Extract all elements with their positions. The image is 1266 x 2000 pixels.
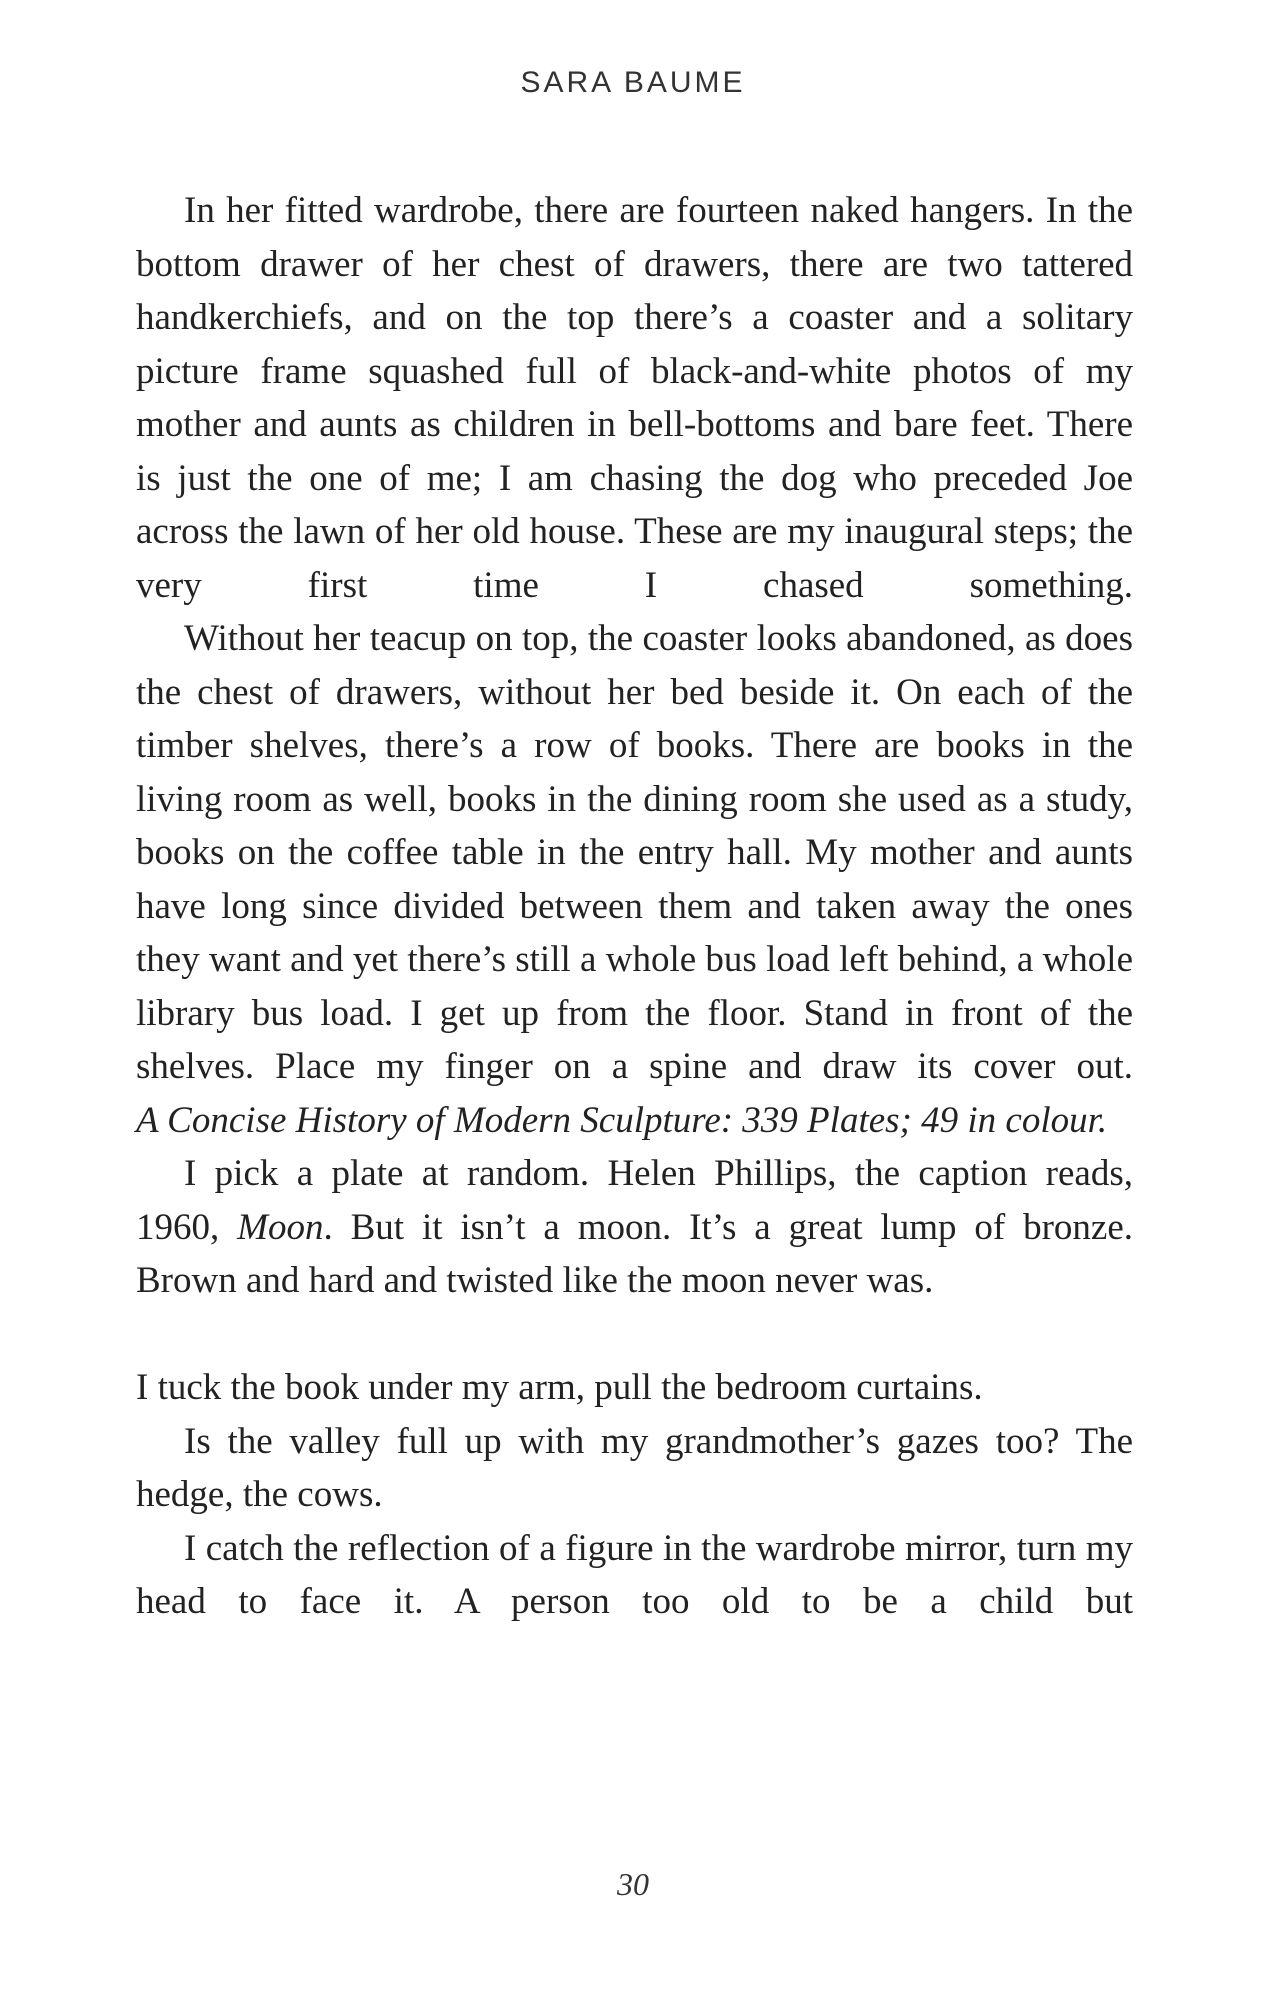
paragraph-4: I tuck the book under my arm, pull the bedroom curtains. — [136, 1367, 983, 1408]
page-number: 30 — [617, 1866, 649, 1902]
paragraph-3-start: I pick a plate at random. Helen Phillips, the caption reads, 1960, — [136, 1153, 1133, 1248]
section-break — [136, 1308, 1133, 1362]
paragraph-2: Without her teacup on top, the coaster looks abandoned, as does the chest of drawers, without her bed beside it. On each of the timber shelves, there’s a row of books. There are books in the living room as well, books in the dining room she used as a study, books on the coffee table in the entry hall. My mother and aunts have long since divided between them and taken away the ones they want and yet there’s still a whole bus load left behind, a whole library bus load. I get up from the floor. Stand in front of the shelves. Place my finger on a spine and draw its cover out. — [136, 618, 1133, 1087]
sculpture-title: Moon — [237, 1206, 324, 1248]
paragraph-3 — [136, 1147, 1133, 1308]
paragraph-1: In her fitted wardrobe, there are fourteen naked hangers. In the bottom drawer of her chest of drawers, there are two tattered handkerchiefs, and on the top there’s a coaster and a solitary picture frame squashed full of black-and-white photos of my mother and aunts as children in bell-bottoms and bare feet. There is just the one of me; I am chasing the dog who preceded Joe across the lawn of her old house. These are my inaugural steps; the very first time I chased something. — [136, 190, 1133, 606]
running-head-author: SARA BAUME — [520, 66, 746, 99]
paragraph-6: I catch the reflection of a figure in the wardrobe mirror, turn my head to face it. A person too old to be a child but — [136, 1527, 1133, 1622]
body-text — [136, 184, 1133, 1629]
book-title-line: A Concise History of Modern Sculpture: 339 Plates; 49 in colour. — [136, 1099, 1108, 1141]
paragraph-3-end: . But it isn’t a moon. It’s a great lump of bronze. Brown and hard and twisted like the moon never was. — [136, 1206, 1133, 1301]
paragraph-5: Is the valley full up with my grandmother’s gazes too? The hedge, the cows. — [136, 1420, 1133, 1515]
